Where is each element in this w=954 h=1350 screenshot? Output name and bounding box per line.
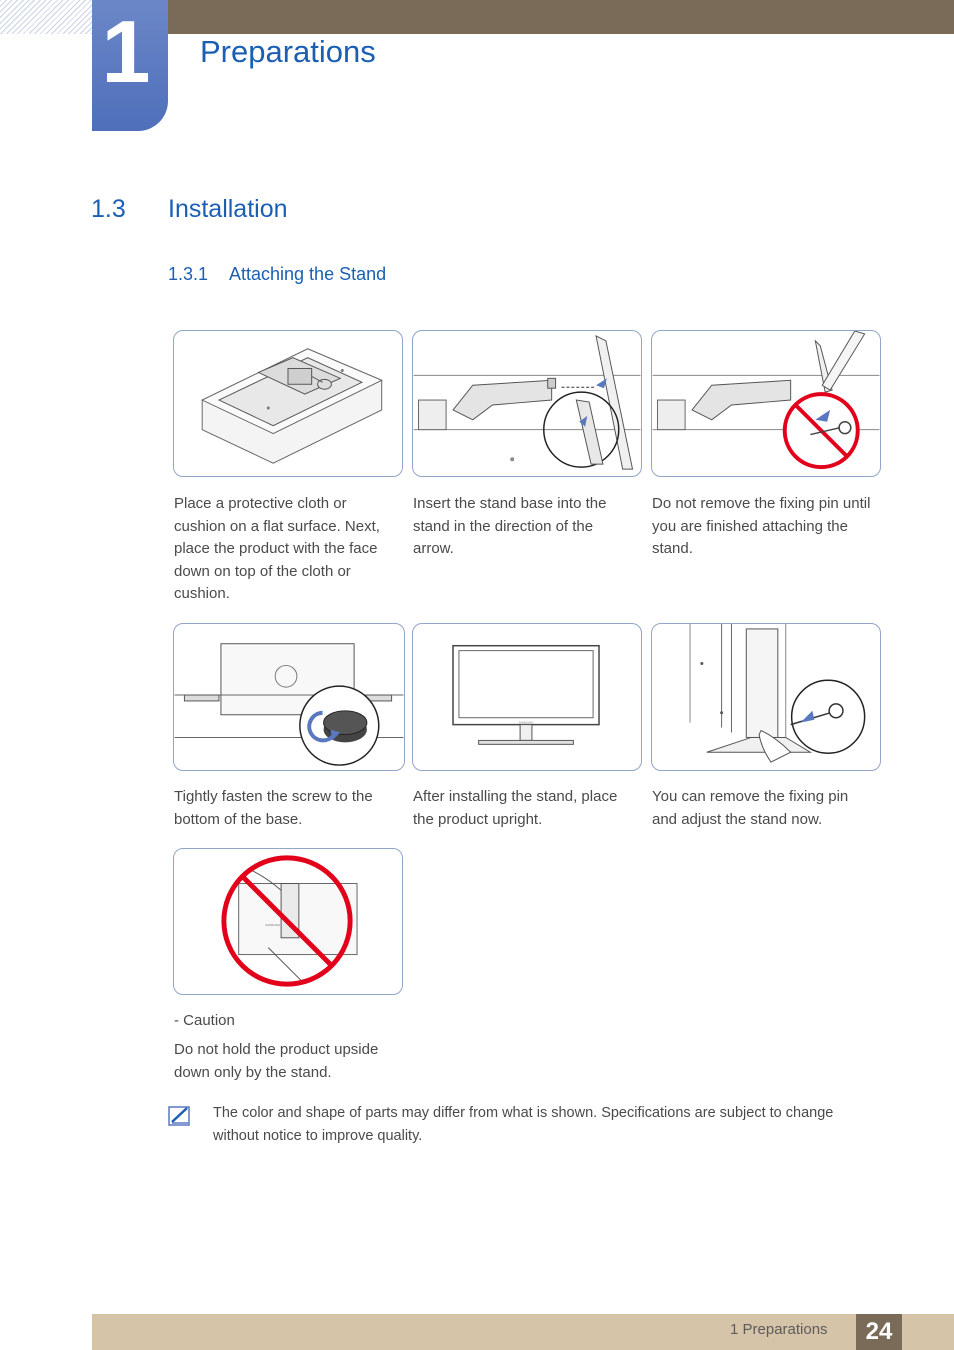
step1-caption: Place a protective cloth or cushion on a flat surface. Next, place the product with the face down on top of the cloth or cushion. (174, 495, 380, 602)
monitor-brand-label: SAMSUNG (518, 720, 534, 725)
remove-fixing-pin-illustration (652, 624, 880, 770)
chapter-number: 1 (101, 2, 151, 101)
header-bar (168, 0, 954, 34)
step2-illustration (412, 330, 642, 477)
caution-illustration (173, 848, 403, 995)
step5-caption: After installing the stand, place the product upright. (413, 788, 618, 828)
note-text: The color and shape of parts may differ from what is shown. Specifications are subject to change without notice to improve quality. (213, 1105, 834, 1144)
caution-monitor-brand-label: SAMSUNG (265, 922, 281, 927)
step3-caption: Do not remove the fixing pin until you are finished attaching the stand. (652, 495, 871, 557)
step6-caption: You can remove the fixing pin and adjust the stand now. (652, 788, 849, 828)
caution-text: Do not hold the product upside down only by the stand. (174, 1041, 379, 1081)
monitor-upright-illustration (413, 624, 641, 770)
step5-illustration (412, 623, 642, 771)
step4-caption: Tightly fasten the screw to the bottom of the base. (174, 788, 373, 828)
footer-chapter-label: 1 Preparations (730, 1321, 828, 1338)
subsection-number: 1.3.1 (168, 264, 209, 284)
step6-illustration (651, 623, 881, 771)
fixing-pin-warning-illustration (652, 331, 880, 476)
fasten-screw-illustration (174, 624, 404, 770)
note-pencil-icon (168, 1104, 192, 1128)
subsection-title: Attaching the Stand (229, 264, 387, 284)
chapter-title: Preparations (200, 34, 376, 69)
monitor-face-down-illustration (174, 331, 402, 476)
step4-illustration (173, 623, 405, 771)
caution-prohibited-illustration (174, 849, 402, 994)
header-hatch-pattern (0, 0, 92, 34)
section-title: Installation (168, 195, 288, 223)
step3-illustration (651, 330, 881, 477)
insert-stand-base-illustration (413, 331, 641, 476)
caution-label: - Caution (174, 1012, 235, 1029)
chapter-number-block (92, 0, 168, 131)
step1-illustration (173, 330, 403, 477)
step2-caption: Insert the stand base into the stand in the direction of the arrow. (413, 495, 607, 557)
section-number: 1.3 (91, 195, 126, 223)
page-number: 24 (856, 1314, 902, 1350)
